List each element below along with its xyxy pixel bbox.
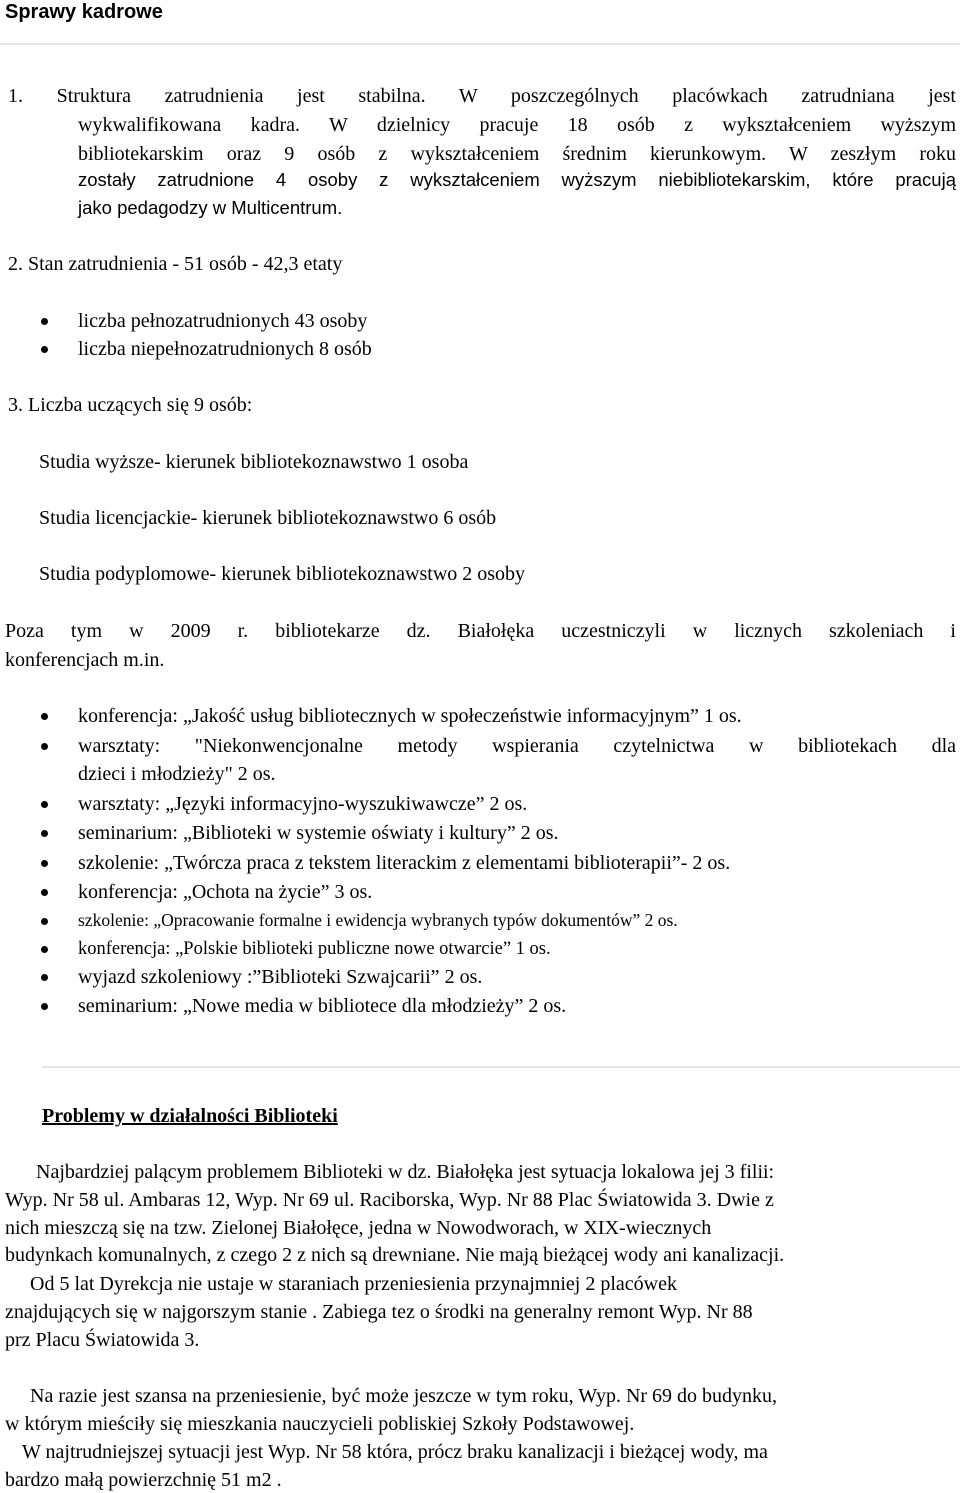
problems-line: Od 5 lat Dyrekcja nie ustaje w staraniach przeniesienia przynajmniej 2 placówek	[30, 1273, 677, 1295]
bullet-icon	[41, 713, 48, 720]
section-divider	[42, 1066, 960, 1068]
point2-bullet2: liczba niepełnozatrudnionych 8 osób	[78, 338, 372, 360]
training-item-continued: dzieci i młodzieży" 2 os.	[78, 763, 276, 785]
bullet-icon	[41, 830, 48, 837]
page-title: Sprawy kadrowe	[5, 1, 163, 23]
bullet-icon	[41, 346, 48, 353]
bullet-icon	[41, 318, 48, 325]
training-item: konferencja: „Ochota na życie” 3 os.	[78, 881, 373, 903]
bullet-icon	[41, 974, 48, 981]
problems-line: Na razie jest szansa na przeniesienie, być może jeszcze w tym roku, Wyp. Nr 69 do budynku,	[30, 1385, 778, 1407]
problems-line: Najbardziej palącym problemem Biblioteki w dz. Białołęka jest sytuacja lokalowa jej 3 filii:	[36, 1161, 775, 1183]
point1-line4: zostały zatrudnione 4 osoby z wykształceniem wyższym niebibliotekarskim, które pracują	[78, 169, 956, 190]
point1-line1: 1. Struktura zatrudnienia jest stabilna. W poszczególnych placówkach zatrudniana jest	[8, 85, 956, 107]
training-item: warsztaty: "Niekonwencjonalne metody wspierania czytelnictwa w bibliotekach dla	[78, 735, 956, 757]
training-item: wyjazd szkoleniowy :”Biblioteki Szwajcarii” 2 os.	[78, 966, 483, 988]
bullet-icon	[41, 1003, 48, 1010]
training-item: warsztaty: „Języki informacyjno-wyszukiwawcze” 2 os.	[78, 793, 528, 815]
problems-title: Problemy w działalności Biblioteki	[42, 1105, 338, 1127]
problems-line: znajdujących się w najgorszym stanie . Zabiega tez o środki na generalny remont Wyp. Nr 88	[5, 1301, 753, 1323]
problems-line: Wyp. Nr 58 ul. Ambaras 12, Wyp. Nr 69 ul. Raciborska, Wyp. Nr 88 Plac Światowida 3. Dwie z	[5, 1189, 774, 1211]
point2-heading: 2. Stan zatrudnienia - 51 osób - 42,3 etaty	[8, 253, 343, 275]
training-item: konferencja: „Polskie biblioteki publiczne nowe otwarcie” 1 os.	[78, 939, 551, 959]
bullet-icon	[41, 918, 48, 925]
problems-line: budynkach komunalnych, z czego 2 z nich są drewniane. Nie mają bieżącej wody ani kanalizacji.	[5, 1244, 785, 1266]
training-item: szkolenie: „Twórcza praca z tekstem literackim z elementami biblioterapii”- 2 os.	[78, 852, 731, 874]
bullet-icon	[41, 889, 48, 896]
problems-line: W najtrudniejszej sytuacji jest Wyp. Nr 58 która, prócz braku kanalizacji i bieżącej wody, ma	[22, 1441, 768, 1463]
study-line2: Studia licencjackie- kierunek bibliotekoznawstwo 6 osób	[39, 507, 497, 529]
point1-line5: jako pedagodzy w Multicentrum.	[78, 197, 343, 218]
study-line3: Studia podyplomowe- kierunek bibliotekoznawstwo 2 osoby	[39, 563, 526, 585]
problems-line: bardzo małą powierzchnię 51 m2 .	[5, 1469, 282, 1491]
bullet-icon	[41, 860, 48, 867]
bullet-icon	[41, 801, 48, 808]
training-intro-line1: Poza tym w 2009 r. bibliotekarze dz. Białołęka uczestniczyli w licznych szkoleniach i	[5, 620, 956, 642]
problems-line: w którym mieściły się mieszkania nauczycieli pobliskiej Szkoły Podstawowej.	[5, 1413, 635, 1435]
training-item: konferencja: „Jakość usług bibliotecznych w społeczeństwie informacyjnym” 1 os.	[78, 705, 742, 727]
bullet-icon	[41, 946, 48, 953]
bullet-icon	[41, 743, 48, 750]
problems-line: nich mieszczą się na tzw. Zielonej Białołęce, jedna w Nowodworach, w XIX-wiecznych	[5, 1217, 712, 1239]
problems-line: prz Placu Światowida 3.	[5, 1329, 200, 1351]
training-item: szkolenie: „Opracowanie formalne i ewidencja wybranych typów dokumentów” 2 os.	[78, 910, 678, 930]
training-item: seminarium: „Nowe media w bibliotece dla młodzieży” 2 os.	[78, 995, 567, 1017]
point1-line3: bibliotekarskim oraz 9 osób z wykształceniem średnim kierunkowym. W zeszłym roku	[78, 143, 956, 165]
title-divider	[0, 43, 960, 45]
training-item: seminarium: „Biblioteki w systemie oświaty i kultury” 2 os.	[78, 822, 559, 844]
point3-heading: 3. Liczba uczących się 9 osób:	[8, 394, 253, 416]
study-line1: Studia wyższe- kierunek bibliotekoznawstwo 1 osoba	[39, 451, 469, 473]
training-intro-line2: konferencjach m.in.	[5, 649, 165, 671]
point2-bullet1: liczba pełnozatrudnionych 43 osoby	[78, 310, 368, 332]
point1-line2: wykwalifikowana kadra. W dzielnicy pracuje 18 osób z wykształceniem wyższym	[78, 114, 956, 136]
